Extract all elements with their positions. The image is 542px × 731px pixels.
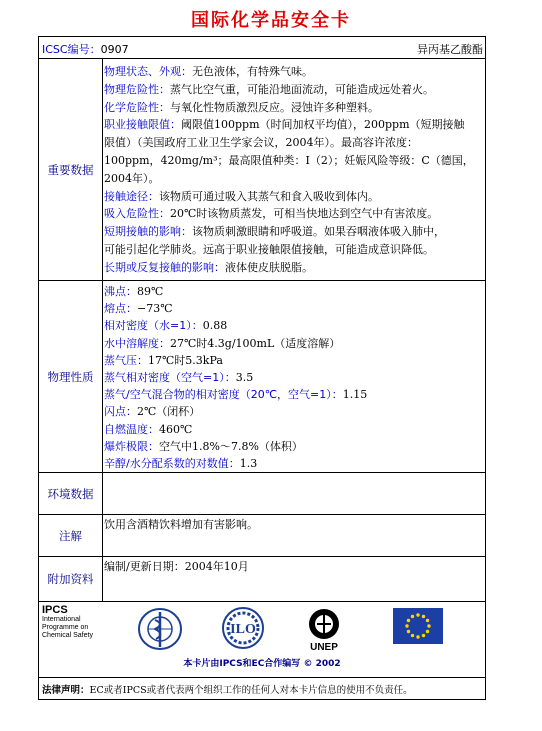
environment-label: 环境数据 xyxy=(39,473,103,514)
eu-star-icon xyxy=(426,630,429,633)
property-key: 长期或反复接触的影响： xyxy=(104,260,225,274)
property-line xyxy=(104,259,483,277)
property-line xyxy=(104,335,483,352)
property-line xyxy=(104,205,483,223)
property-key: 职业接触限值： xyxy=(104,118,181,132)
property-key: 吸入危险性： xyxy=(104,207,170,221)
property-value: 89℃ xyxy=(137,285,164,298)
ipcs-title: IPCS xyxy=(42,604,68,616)
notes-section xyxy=(39,515,485,557)
unep-logo-icon xyxy=(301,606,347,652)
property-value: 3.5 xyxy=(235,371,254,385)
property-line xyxy=(104,99,483,117)
property-value: 2℃（闭杯） xyxy=(137,405,201,419)
property-value: 1.15 xyxy=(342,388,368,402)
property-key: 物理危险性： xyxy=(104,82,170,96)
eu-star-icon xyxy=(407,630,410,633)
property-line xyxy=(104,300,483,317)
property-value: 限值）（美国政府工业卫生学家会议，2004年）。最高容许浓度： xyxy=(104,136,418,150)
property-value: 无色液体，有特殊气味。 xyxy=(192,65,313,78)
legal-text: EC或者IPCS或者代表两个组织工作的任何人对本卡片信息的使用不负责任。 xyxy=(89,685,413,696)
property-line xyxy=(104,63,483,81)
property-line xyxy=(104,116,483,134)
important-data-label: 重要数据 xyxy=(39,59,103,280)
icsc-label: ICSC编号： xyxy=(42,43,101,56)
environment-content xyxy=(104,474,483,513)
property-value: 460℃ xyxy=(159,422,193,436)
property-value: 20℃时该物质蒸发，可相当快地达到空气中有害浓度。 xyxy=(170,207,439,221)
legal-notice xyxy=(42,682,413,696)
credit-line: 本卡片由IPCS和EC合作编写 © 2002 xyxy=(183,659,341,669)
header-row xyxy=(39,37,485,59)
property-value: 2004年）。 xyxy=(104,171,160,185)
ipcs-block xyxy=(42,604,93,640)
property-key: 蒸气压： xyxy=(104,353,148,367)
property-value: 可能引起化学肺炎。远高于职业接触限值接触，可能造成意识降低。 xyxy=(104,242,434,256)
property-key: 短期接触的影响： xyxy=(104,225,192,239)
property-value: 蒸气比空气重，可能沿地面流动，可能造成远处着火。 xyxy=(170,82,434,96)
eu-star-icon xyxy=(426,619,429,622)
eu-star-icon xyxy=(427,624,430,627)
property-key: 蒸气/空气混合物的相对密度（20℃，空气=1）： xyxy=(104,388,343,402)
property-key: 化学危险性： xyxy=(104,100,170,114)
property-line xyxy=(104,421,483,438)
property-line xyxy=(104,134,483,152)
property-key: 自燃温度： xyxy=(104,422,159,436)
property-key: 闪点： xyxy=(104,405,137,419)
property-value: 0.88 xyxy=(202,319,228,333)
property-line xyxy=(104,369,483,386)
property-key: 物理状态、外观： xyxy=(104,65,192,78)
property-value: 空气中1.8%～7.8%（体积） xyxy=(159,439,303,453)
property-value: 该物质可通过吸入其蒸气和食入吸收到体内。 xyxy=(159,189,379,203)
notes-label: 注解 xyxy=(39,515,103,556)
ipcs-line: Chemical Safety xyxy=(42,632,93,639)
property-line xyxy=(104,152,483,170)
property-line xyxy=(104,223,483,241)
eu-star-icon xyxy=(416,635,419,638)
property-value: 17℃时5.3kPa xyxy=(148,353,223,367)
legal-label: 法律声明： xyxy=(42,685,90,696)
notes-content: 饮用含酒精饮料增加有害影响。 xyxy=(104,518,258,531)
ilo-logo-icon xyxy=(220,605,266,651)
substance-name: 异丙基乙酸酯 xyxy=(417,43,483,56)
property-line xyxy=(104,283,483,300)
ipcs-line: International xyxy=(42,616,81,623)
eu-star-icon xyxy=(411,634,414,637)
property-value: 1.3 xyxy=(239,457,258,471)
important-data-section xyxy=(39,59,485,281)
logos-row xyxy=(39,602,485,678)
icsc-number: 0907 xyxy=(100,43,129,56)
additional-info-label: 附加资料 xyxy=(39,557,103,601)
legal-row xyxy=(39,678,485,699)
physical-properties-content xyxy=(104,283,483,471)
property-key: 熔点： xyxy=(104,302,137,316)
property-line xyxy=(104,170,483,188)
eu-flag-icon xyxy=(393,608,443,644)
eu-star-icon xyxy=(405,624,408,627)
physical-properties-label: 物理性质 xyxy=(39,281,103,472)
property-value: 液体使皮肤脱脂。 xyxy=(225,260,313,274)
eu-star-icon xyxy=(407,619,410,622)
property-key: 蒸气相对密度（空气=1）： xyxy=(104,371,236,385)
environment-section xyxy=(39,473,485,515)
property-line xyxy=(104,81,483,99)
svg-text:ILO: ILO xyxy=(230,622,256,637)
ipcs-line: Programme on xyxy=(42,624,89,631)
property-value: 该物质刺激眼睛和呼吸道。如果吞咽液体吸入肺中， xyxy=(192,225,445,239)
property-line xyxy=(104,386,483,403)
additional-info-section xyxy=(39,557,485,602)
property-value: 27℃时4.3g/100mL（适度溶解） xyxy=(170,336,341,350)
eu-star-icon xyxy=(422,615,425,618)
property-value: 100ppm，420mg/m³；最高限值种类：I（2）；妊娠风险等级：C（德国， xyxy=(104,153,474,167)
eu-star-icon xyxy=(416,613,419,616)
property-line xyxy=(104,438,483,455)
card-title: 国际化学品安全卡 xyxy=(191,10,351,31)
physical-properties-section xyxy=(39,281,485,473)
svg-text:UNEP: UNEP xyxy=(310,642,338,652)
property-key: 接触途径： xyxy=(104,189,159,203)
property-line xyxy=(104,455,483,472)
property-line xyxy=(104,403,483,420)
property-key: 相对密度（水=1）： xyxy=(104,319,203,333)
property-value: 阈限值100ppm（时间加权平均值），200ppm（短期接触 xyxy=(181,118,465,132)
eu-star-icon xyxy=(422,634,425,637)
who-logo-icon xyxy=(135,607,185,651)
property-key: 水中溶解度： xyxy=(104,336,170,350)
property-line xyxy=(104,241,483,259)
property-line xyxy=(104,352,483,369)
important-data-content xyxy=(104,63,483,279)
property-line xyxy=(104,188,483,206)
property-key: 沸点： xyxy=(104,285,137,298)
safety-card xyxy=(38,36,486,700)
additional-info-content: 编制/更新日期：2004年10月 xyxy=(104,560,249,573)
property-value: −73℃ xyxy=(137,302,173,316)
eu-star-icon xyxy=(411,615,414,618)
property-value: 与氧化性物质激烈反应。浸蚀许多种塑料。 xyxy=(170,100,379,114)
property-key: 爆炸极限： xyxy=(104,439,159,453)
property-key: 辛醇/水分配系数的对数值： xyxy=(104,457,240,471)
property-line xyxy=(104,317,483,334)
